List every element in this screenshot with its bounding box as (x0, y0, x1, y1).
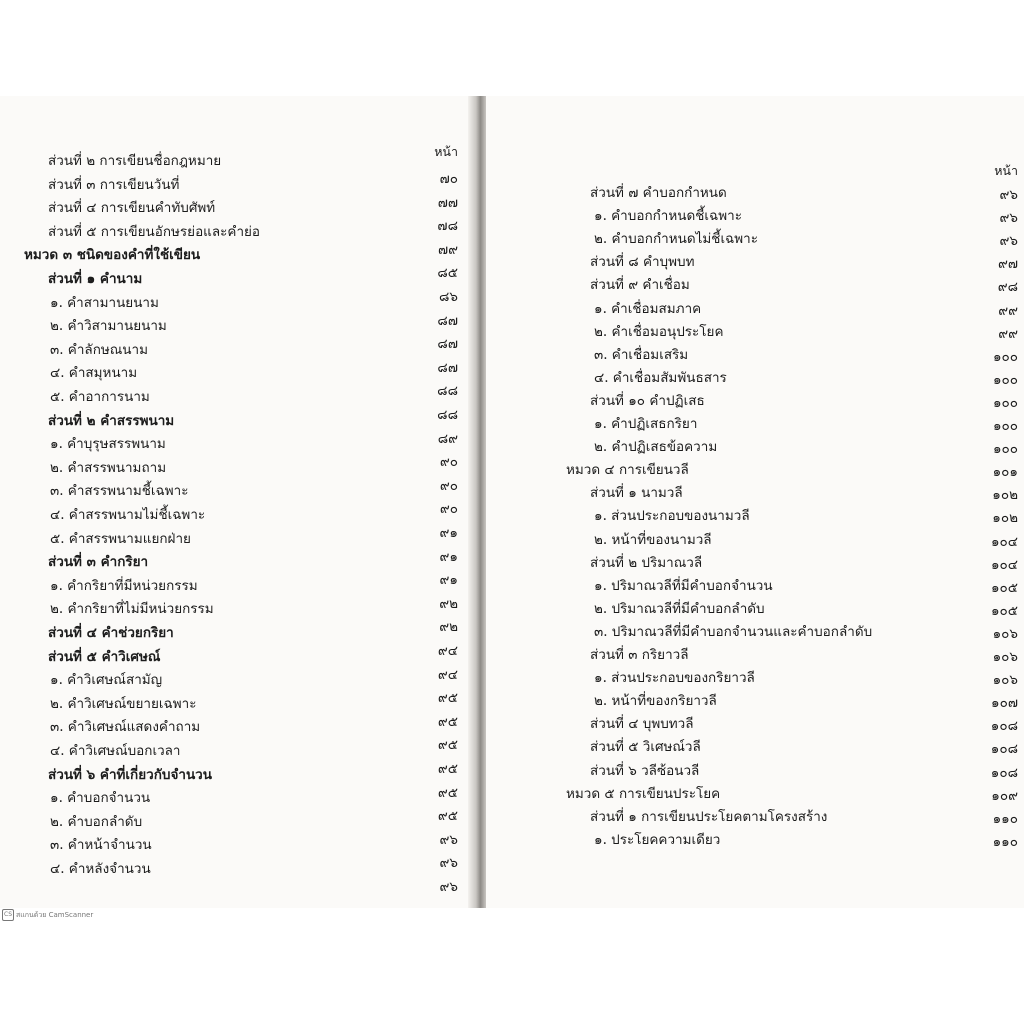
toc-entry-title: ๔. คำหลังจำนวน (50, 861, 151, 877)
toc-entry-page: ๘๘ (437, 407, 458, 423)
book-gutter (468, 96, 488, 908)
left-page (0, 96, 476, 908)
toc-entry-page: ๙๗ (997, 256, 1018, 273)
toc-entry-page: ๗๗ (437, 194, 458, 211)
toc-entry-title: ส่วนที่ ๔ บุพบทวลี (590, 716, 694, 733)
toc-entry-page: ๑๐๐ (992, 371, 1018, 388)
toc-entry-page: ๙๖ (439, 855, 458, 872)
toc-entry-page: ๑๐๑ (992, 464, 1018, 481)
scanner-watermark (2, 909, 93, 921)
page-column-header: หน้า (434, 144, 458, 159)
toc-entry-title: ๑. คำกริยาที่มีหน่วยกรรม (50, 577, 198, 594)
toc-entry-page: ๙๖ (999, 187, 1018, 203)
toc-entry-title: หมวด ๓ ชนิดของคำที่ใช้เขียน (24, 247, 201, 264)
toc-entry-page: ๑๐๕ (990, 579, 1018, 596)
toc-entry-title: ๒. หน้าที่ของกริยาวลี (594, 693, 717, 710)
toc-entry-page: ๙๖ (999, 233, 1018, 250)
toc-entry-page: ๙๕ (437, 737, 458, 754)
toc-entry-page: ๑๐๐ (992, 441, 1018, 458)
toc-entry-title: ๒. คำปฏิเสธข้อความ (594, 439, 718, 456)
toc-entry-page: ๑๐๒ (992, 487, 1018, 504)
toc-entry-page: ๙๒ (439, 619, 458, 636)
toc-entry-page: ๑๐๔ (990, 556, 1018, 573)
toc-entry-title: ๕. คำสรรพนามแยกฝ่าย (50, 530, 191, 547)
toc-entry-title: ๑. คำวิเศษณ์สามัญ (50, 672, 163, 689)
toc-entry-page: ๘๕ (437, 265, 458, 282)
right-page (486, 96, 1024, 908)
toc-entry-title: ส่วนที่ ๖ วลีซ้อนวลี (590, 762, 700, 779)
toc-entry-title: ๒. คำเชื่อมอนุประโยค (594, 323, 724, 340)
toc-entry-title: ๑. คำสามานยนาม (50, 294, 159, 311)
toc-entry-page: ๙๕ (437, 784, 458, 801)
toc-entry-title: ๑. คำบุรุษสรรพนาม (50, 436, 166, 453)
toc-entry-page: ๘๗ (437, 336, 458, 353)
toc-entry-title: ส่วนที่ ๗ คำบอกกำหนด (590, 185, 727, 201)
toc-entry-page: ๗๘ (437, 218, 458, 235)
toc-entry-page: ๑๐๐ (992, 418, 1018, 434)
toc-entry-title: ๒. คำกริยาที่ไม่มีหน่วยกรรม (50, 601, 214, 618)
toc-entry-page: ๑๐๐ (992, 394, 1018, 411)
toc-entry-page: ๘๗ (437, 359, 458, 376)
toc-entry-page: ๙๘ (997, 279, 1018, 296)
toc-entry-title: ส่วนที่ ๒ ปริมาณวลี (590, 554, 703, 571)
toc-entry-page: ๙๔ (437, 666, 458, 683)
toc-entry-page: ๑๐๕ (990, 602, 1018, 619)
toc-entry-title: ส่วนที่ ๕ คำวิเศษณ์ (48, 648, 161, 665)
toc-entry-title: ๓. คำวิเศษณ์แสดงคำถาม (50, 719, 201, 736)
toc-entry-page: ๑๐๔ (990, 533, 1018, 550)
toc-entry-page: ๗๐ (439, 171, 458, 187)
toc-entry-title: ๑. ประโยคความเดียว (594, 831, 721, 848)
toc-entry-title: ๑. ส่วนประกอบของกริยาวลี (594, 670, 755, 687)
watermark-text: สแกนด้วย CamScanner (16, 911, 94, 919)
toc-entry-page: ๙๙ (998, 302, 1018, 319)
toc-entry-title: ๓. คำหน้าจำนวน (50, 837, 152, 854)
toc-entry-title: ส่วนที่ ๑๐ คำปฏิเสธ (590, 392, 705, 409)
toc-entry-title: ๓. คำสรรพนามชี้เฉพาะ (50, 483, 189, 500)
toc-entry-page: ๙๕ (437, 808, 458, 825)
toc-entry-title: ๓. คำลักษณนาม (50, 341, 149, 358)
toc-entry-page: ๑๐๒ (992, 510, 1018, 527)
toc-entry-title: ๔. คำสมุหนาม (50, 365, 138, 382)
toc-entry-title: ๒. คำบอกกำหนดไม่ชี้เฉพาะ (594, 231, 758, 248)
toc-entry-title: ส่วนที่ ๒ การเขียนชื่อกฎหมาย (48, 153, 222, 169)
toc-entry-title: ส่วนที่ ๑ คำนาม (48, 271, 143, 287)
toc-entry-page: ๑๐๘ (990, 741, 1018, 758)
toc-entry-title: ๒. คำสรรพนามถาม (50, 459, 167, 476)
toc-entry-page: ๑๑๐ (992, 810, 1018, 827)
toc-entry-page: ๑๐๖ (992, 649, 1018, 665)
toc-entry-page: ๙๙ (998, 325, 1018, 342)
toc-entry-title: หมวด ๔ การเขียนวลี (566, 462, 689, 479)
toc-entry-page: ๑๑๐ (992, 833, 1018, 850)
toc-entry-title: ๔. คำเชื่อมสัมพันธสาร (594, 369, 727, 386)
toc-entry-title: ส่วนที่ ๔ การเขียนคำทับศัพท์ (48, 200, 216, 217)
toc-entry-title: ส่วนที่ ๑ การเขียนประโยคตามโครงสร้าง (590, 808, 828, 825)
toc-entry-page: ๑๐๙ (991, 787, 1018, 804)
toc-entry-page: ๙๐ (439, 501, 458, 518)
toc-entry-title: ส่วนที่ ๓ การเขียนวันที่ (48, 176, 180, 193)
camscanner-logo-icon: CS (2, 909, 14, 921)
toc-entry-title: ๒. ปริมาณวลีที่มีคำบอกลำดับ (594, 600, 765, 617)
toc-entry-page: ๑๐๗ (991, 695, 1018, 712)
book-spread (0, 96, 1024, 908)
toc-entry-page: ๑๐๘ (990, 764, 1018, 781)
toc-entry-page: ๙๖ (439, 831, 458, 848)
toc-entry-page: ๑๐๐ (992, 348, 1018, 365)
toc-entry-title: ๓. ปริมาณวลีที่มีคำบอกจำนวนและคำบอกลำดับ (594, 623, 873, 640)
toc-entry-title: ส่วนที่ ๕ วิเศษณ์วลี (590, 739, 701, 756)
toc-entry-page: ๙๕ (437, 713, 458, 730)
toc-entry-title: ส่วนที่ ๙ คำเชื่อม (590, 277, 690, 294)
toc-entry-page: ๙๑ (439, 525, 458, 541)
toc-entry-title: ส่วนที่ ๖ คำที่เกี่ยวกับจำนวน (48, 766, 212, 783)
toc-entry-title: ส่วนที่ ๑ นามวลี (590, 485, 683, 502)
toc-entry-title: ๑. คำบอกจำนวน (50, 790, 151, 807)
toc-entry-page: ๙๖ (999, 210, 1018, 227)
toc-entry-page: ๙๕ (437, 690, 458, 707)
toc-entry-title: ๔. คำสรรพนามไม่ชี้เฉพาะ (50, 507, 206, 523)
toc-entry-title: ๑. คำปฏิเสธกริยา (594, 416, 698, 432)
toc-entry-title: ๕. คำอาการนาม (50, 389, 150, 405)
toc-entry-page: ๑๐๘ (990, 718, 1018, 735)
toc-entry-page: ๘๗ (437, 312, 458, 329)
toc-entry-title: ส่วนที่ ๓ กริยาวลี (590, 647, 689, 663)
toc-entry-title: หมวด ๕ การเขียนประโยค (566, 785, 721, 802)
toc-entry-title: ๑. คำบอกกำหนดชี้เฉพาะ (594, 208, 742, 225)
toc-entry-title: ๒. คำวิเศษณ์ขยายเฉพาะ (50, 695, 197, 712)
toc-entry-page: ๗๙ (437, 241, 458, 258)
toc-entry-title: ๒. คำบอกลำดับ (50, 813, 143, 830)
toc-entry-title: ส่วนที่ ๒ คำสรรพนาม (48, 412, 175, 429)
toc-entry-title: ส่วนที่ ๘ คำบุพบท (590, 254, 695, 271)
toc-entry-title: ๓. คำเชื่อมเสริม (594, 346, 689, 363)
toc-entry-page: ๙๑ (439, 548, 458, 565)
toc-entry-title: ๒. คำวิสามานยนาม (50, 318, 167, 335)
toc-entry-title: ๑. คำเชื่อมสมภาค (594, 300, 702, 317)
toc-entry-title: ส่วนที่ ๓ คำกริยา (48, 554, 149, 571)
toc-entry-page: ๑๐๖ (992, 672, 1018, 689)
page-column-header: หน้า (994, 163, 1018, 178)
toc-entry-title: ส่วนที่ ๔ คำช่วยกริยา (48, 625, 174, 641)
toc-entry-page: ๙๐ (439, 477, 458, 494)
toc-entry-title: ๔. คำวิเศษณ์บอกเวลา (50, 743, 181, 759)
toc-entry-page: ๙๕ (437, 761, 458, 777)
toc-entry-page: ๙๖ (439, 879, 458, 895)
toc-entry-title: ๒. หน้าที่ของนามวลี (594, 531, 712, 548)
toc-entry-page: ๙๔ (437, 643, 458, 659)
toc-entry-page: ๙๒ (439, 595, 458, 612)
toc-entry-page: ๙๑ (439, 572, 458, 589)
toc-entry-page: ๑๐๖ (992, 625, 1018, 642)
toc-entry-page: ๘๙ (437, 430, 458, 447)
toc-entry-title: ๑. ส่วนประกอบของนามวลี (594, 508, 750, 525)
toc-entry-title: ส่วนที่ ๕ การเขียนอักษรย่อและคำย่อ (48, 223, 261, 240)
toc-entry-page: ๙๐ (439, 454, 458, 471)
toc-entry-title: ๑. ปริมาณวลีที่มีคำบอกจำนวน (594, 577, 773, 594)
toc-entry-page: ๘๖ (439, 289, 458, 305)
toc-entry-page: ๘๘ (437, 383, 458, 400)
